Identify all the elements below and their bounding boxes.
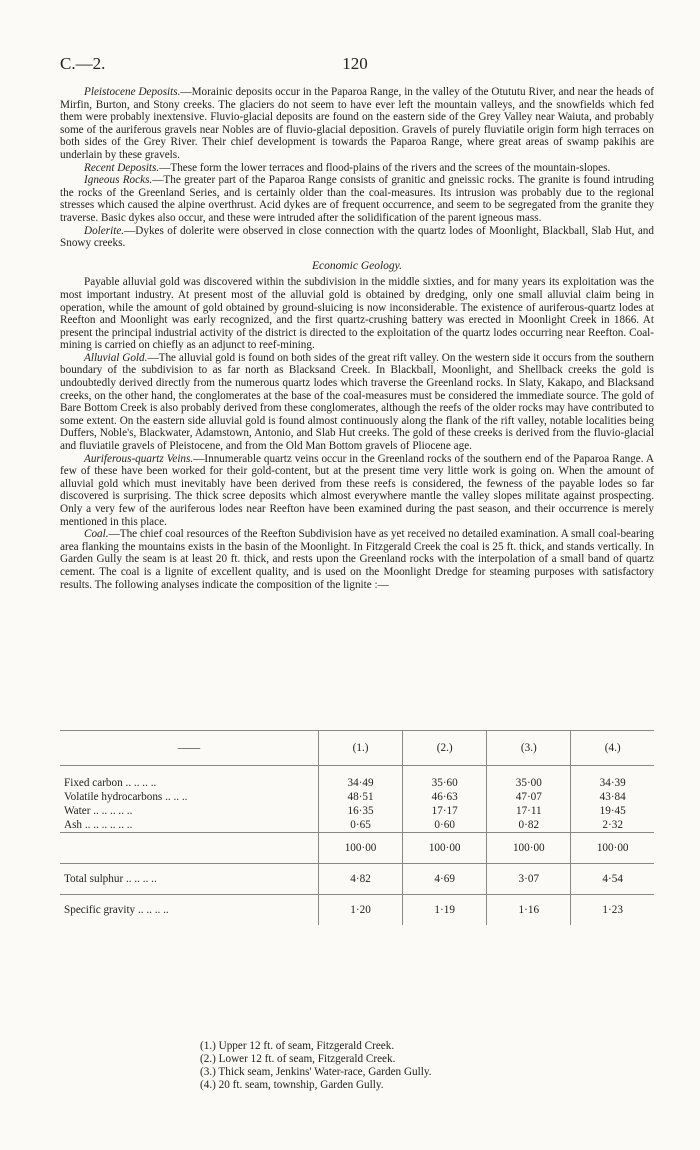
paragraph-heading: Pleistocene Deposits.: [84, 86, 181, 98]
table-cell: 17·17: [403, 804, 487, 818]
paragraph-heading: Igneous Rocks.: [84, 174, 153, 187]
page-number: 120: [342, 54, 368, 73]
document-reference: C.—2.: [60, 54, 106, 73]
table-cell: 43·84: [571, 790, 654, 804]
table-cell: 16·35: [319, 804, 403, 818]
row-label: Ash .. .. .. .. .. ..: [64, 819, 133, 831]
row-label: Fixed carbon .. .. .. ..: [64, 777, 157, 789]
paragraph: [60, 453, 654, 529]
column-header: (1.): [319, 731, 403, 766]
paragraph: [60, 86, 654, 162]
paragraph-text: —The greater part of the Paparoa Range consists of granitic and gneissic rocks. The granite is found intruding the rocks of the Greenland Series, and is certainly older than the coal-measures. Its intrusion was probably due to the regional stresses which caused the alpine overthrust. Acid dykes are of frequent occurrence, and seem to be segregated from the granite they traverse. Basic dykes also occur, and these were intruded after the solidification of the parent igneous mass.: [60, 174, 654, 224]
table-cell: 4·82: [319, 864, 403, 895]
table-cell: 4·69: [403, 864, 487, 895]
paragraph-heading: Recent Deposits.: [84, 161, 160, 174]
table-cell: 100·00: [403, 833, 487, 864]
table-row: [60, 818, 654, 833]
table-cell: 34·39: [571, 766, 654, 791]
body-text: [60, 86, 654, 591]
page-header: [60, 54, 650, 74]
table-cell: 2·32: [571, 818, 654, 833]
row-label: Total sulphur .. .. .. ..: [60, 864, 319, 895]
section-title: Economic Geology.: [311, 259, 403, 272]
row-label: Specific gravity .. .. .. ..: [64, 904, 169, 916]
table-cell: 100·00: [571, 833, 654, 864]
table-cell: 1·16: [487, 895, 571, 926]
table-cell: 100·00: [319, 833, 403, 864]
paragraph: [60, 162, 654, 175]
table-notes: [200, 1040, 432, 1092]
note-item: (1.) Upper 12 ft. of seam, Fitzgerald Creek.: [200, 1040, 395, 1052]
table-row: [60, 864, 654, 895]
table-cell: 0·60: [403, 818, 487, 833]
paragraph-text: —The alluvial gold is found on both sides of the great rift valley. On the western side it occurs from the southern boundary of the subdivision to as far north as Blacksand Creek. In Blackball, Moonlight, and Shellback creeks the gold is undoubtedly derived directly from the numerous quartz lodes which traverse the Greenland rocks. In Slaty, Kakapo, and Blacksand creeks, on the other hand, the conglomerates at the base of the coal-measures must be considered the immediate source. The gold of Bare Bottom Creek is also probably derived from these conglomerates, although the reefs of the older rocks may have contributed to some extent. On the eastern side alluvial gold is found almost continuously along the flank of the rift valley, notable localities being Duffers, Noble's, Blackwater, Adamstown, Antonio, and Slab Hut creeks. The gold of these creeks is derived from the fluvio-glacial and fluviatile gravels of Pleistocene, and from the Old Man Bottom gravels of Pliocene age.: [60, 351, 655, 453]
table-cell: 47·07: [487, 790, 571, 804]
totals-label: [60, 833, 319, 864]
paragraph: [60, 174, 654, 224]
row-label: Volatile hydrocarbons .. .. ..: [64, 791, 188, 803]
column-header: (4.): [571, 731, 654, 766]
table-row: [60, 804, 654, 818]
paragraph-text: —These form the lower terraces and flood-plains of the rivers and the screes of the mountain-slopes.: [159, 161, 611, 174]
table-cell: 3·07: [487, 864, 571, 895]
table-cell: 1·20: [319, 895, 403, 926]
paragraph-heading: Dolerite.: [84, 224, 125, 237]
table-cell: 35·00: [487, 766, 571, 791]
table-header-blank: ——: [60, 731, 319, 766]
table-cell: 34·49: [319, 766, 403, 791]
analysis-table: [60, 730, 654, 925]
paragraph-text: —Innumerable quartz veins occur in the Greenland rocks of the southern end of the Paparoa Range. A few of these have been worked for their gold-content, but at the present time very little work is going on. When the amount of alluvial gold which must inevitably have been derived from these reefs is considered, the fewness of the payable lodes so far discovered is surprising. The thick scree deposits which almost everywhere mantle the valley slopes militate against prospecting. Only a very few of the auriferous lodes near Reefton have been examined during the past season, and their occurrence is merely mentioned in this place.: [60, 452, 654, 528]
table-row: [60, 895, 654, 926]
table-cell: 4·54: [571, 864, 654, 895]
table-row: [60, 766, 654, 791]
note-item: (2.) Lower 12 ft. of seam, Fitzgerald Creek.: [200, 1053, 396, 1065]
paragraph: [60, 225, 654, 250]
table-row: [60, 790, 654, 804]
paragraph-heading: Alluvial Gold.: [84, 351, 148, 364]
table-cell: 19·45: [571, 804, 654, 818]
table-cell: 17·11: [487, 804, 571, 818]
table-cell: 1·19: [403, 895, 487, 926]
table-cell: 100·00: [487, 833, 571, 864]
table-cell: 46·63: [403, 790, 487, 804]
table-cell: 0·82: [487, 818, 571, 833]
paragraph-text: Payable alluvial gold was discovered within the subdivision in the middle sixties, and for many years its exploitation was the most important industry. At present most of the alluvial gold is obtained by dredging, only one small alluvial claim being in operation, while the amount of gold obtained by ground-sluicing is now inconsiderable. The existence of auriferous-quartz lodes at Reefton and Moonlight was early recognized, and the first quartz-crushing battery was erected in Moonlight Creek in 1866. At present the principal industrial activity of the district is directed to the exploitation of the quartz lodes occurring near Reefton. Coal-mining is carried on chiefly as an adjunct to reef-mining.: [60, 276, 654, 352]
paragraph-heading: Auriferous-quartz Veins.: [84, 452, 194, 465]
column-header: (2.): [403, 731, 487, 766]
column-header: (3.): [487, 731, 571, 766]
note-item: (4.) 20 ft. seam, township, Garden Gully.: [200, 1079, 384, 1091]
table-cell: 1·23: [571, 895, 654, 926]
totals-row: [60, 833, 654, 864]
table-cell: 0·65: [319, 818, 403, 833]
paragraph-heading: Coal.: [84, 528, 109, 541]
paragraph-text: —Dykes of dolerite were observed in close connection with the quartz lodes of Moonlight, Blackball, Slab Hut, and Snowy creeks.: [60, 224, 654, 250]
paragraph: [60, 276, 654, 352]
row-label: Water .. .. .. .. ..: [64, 805, 133, 817]
paragraph: [60, 352, 654, 453]
paragraph: [60, 528, 654, 591]
table-cell: 48·51: [319, 790, 403, 804]
table-cell: 35·60: [403, 766, 487, 791]
paragraph-text: —Morainic deposits occur in the Paparoa Range, in the valley of the Otututu River, and near the heads of Mirfin, Burton, and Stony creeks. The glaciers do not seem to have ever left the mountain valleys, and the snowfields which fed them were probably inextensive. Fluvio-glacial deposits are found on the eastern side of the Grey Valley near Waiuta, and probably some of the auriferous gravels near Nobles are of fluvio-glacial deposition. Gravels of purely fluviatile origin form high terraces on both sides of the Grey River. Their chief development is towards the Paparoa Range, where great areas of swamp pakihis are underlain by these gravels.: [60, 86, 655, 161]
note-item: (3.) Thick seam, Jenkins' Water-race, Garden Gully.: [200, 1066, 432, 1078]
paragraph-text: —The chief coal resources of the Reefton Subdivision have as yet received no detailed examination. A small coal-bearing area flanking the mountains exists in the basin of the Moonlight. In Fitzgerald Creek the coal is 25 ft. thick, and stands vertically. In Garden Gully the seam is at least 20 ft. thick, and rests upon the Greenland rocks with the interpolation of a small band of quartz cement. The coal is a lignite of excellent quality, and is used on the Moonlight Dredge for steaming purposes with satisfactory results. The following analyses indicate the composition of the lignite :—: [60, 528, 654, 591]
table-header-row: [60, 731, 654, 766]
